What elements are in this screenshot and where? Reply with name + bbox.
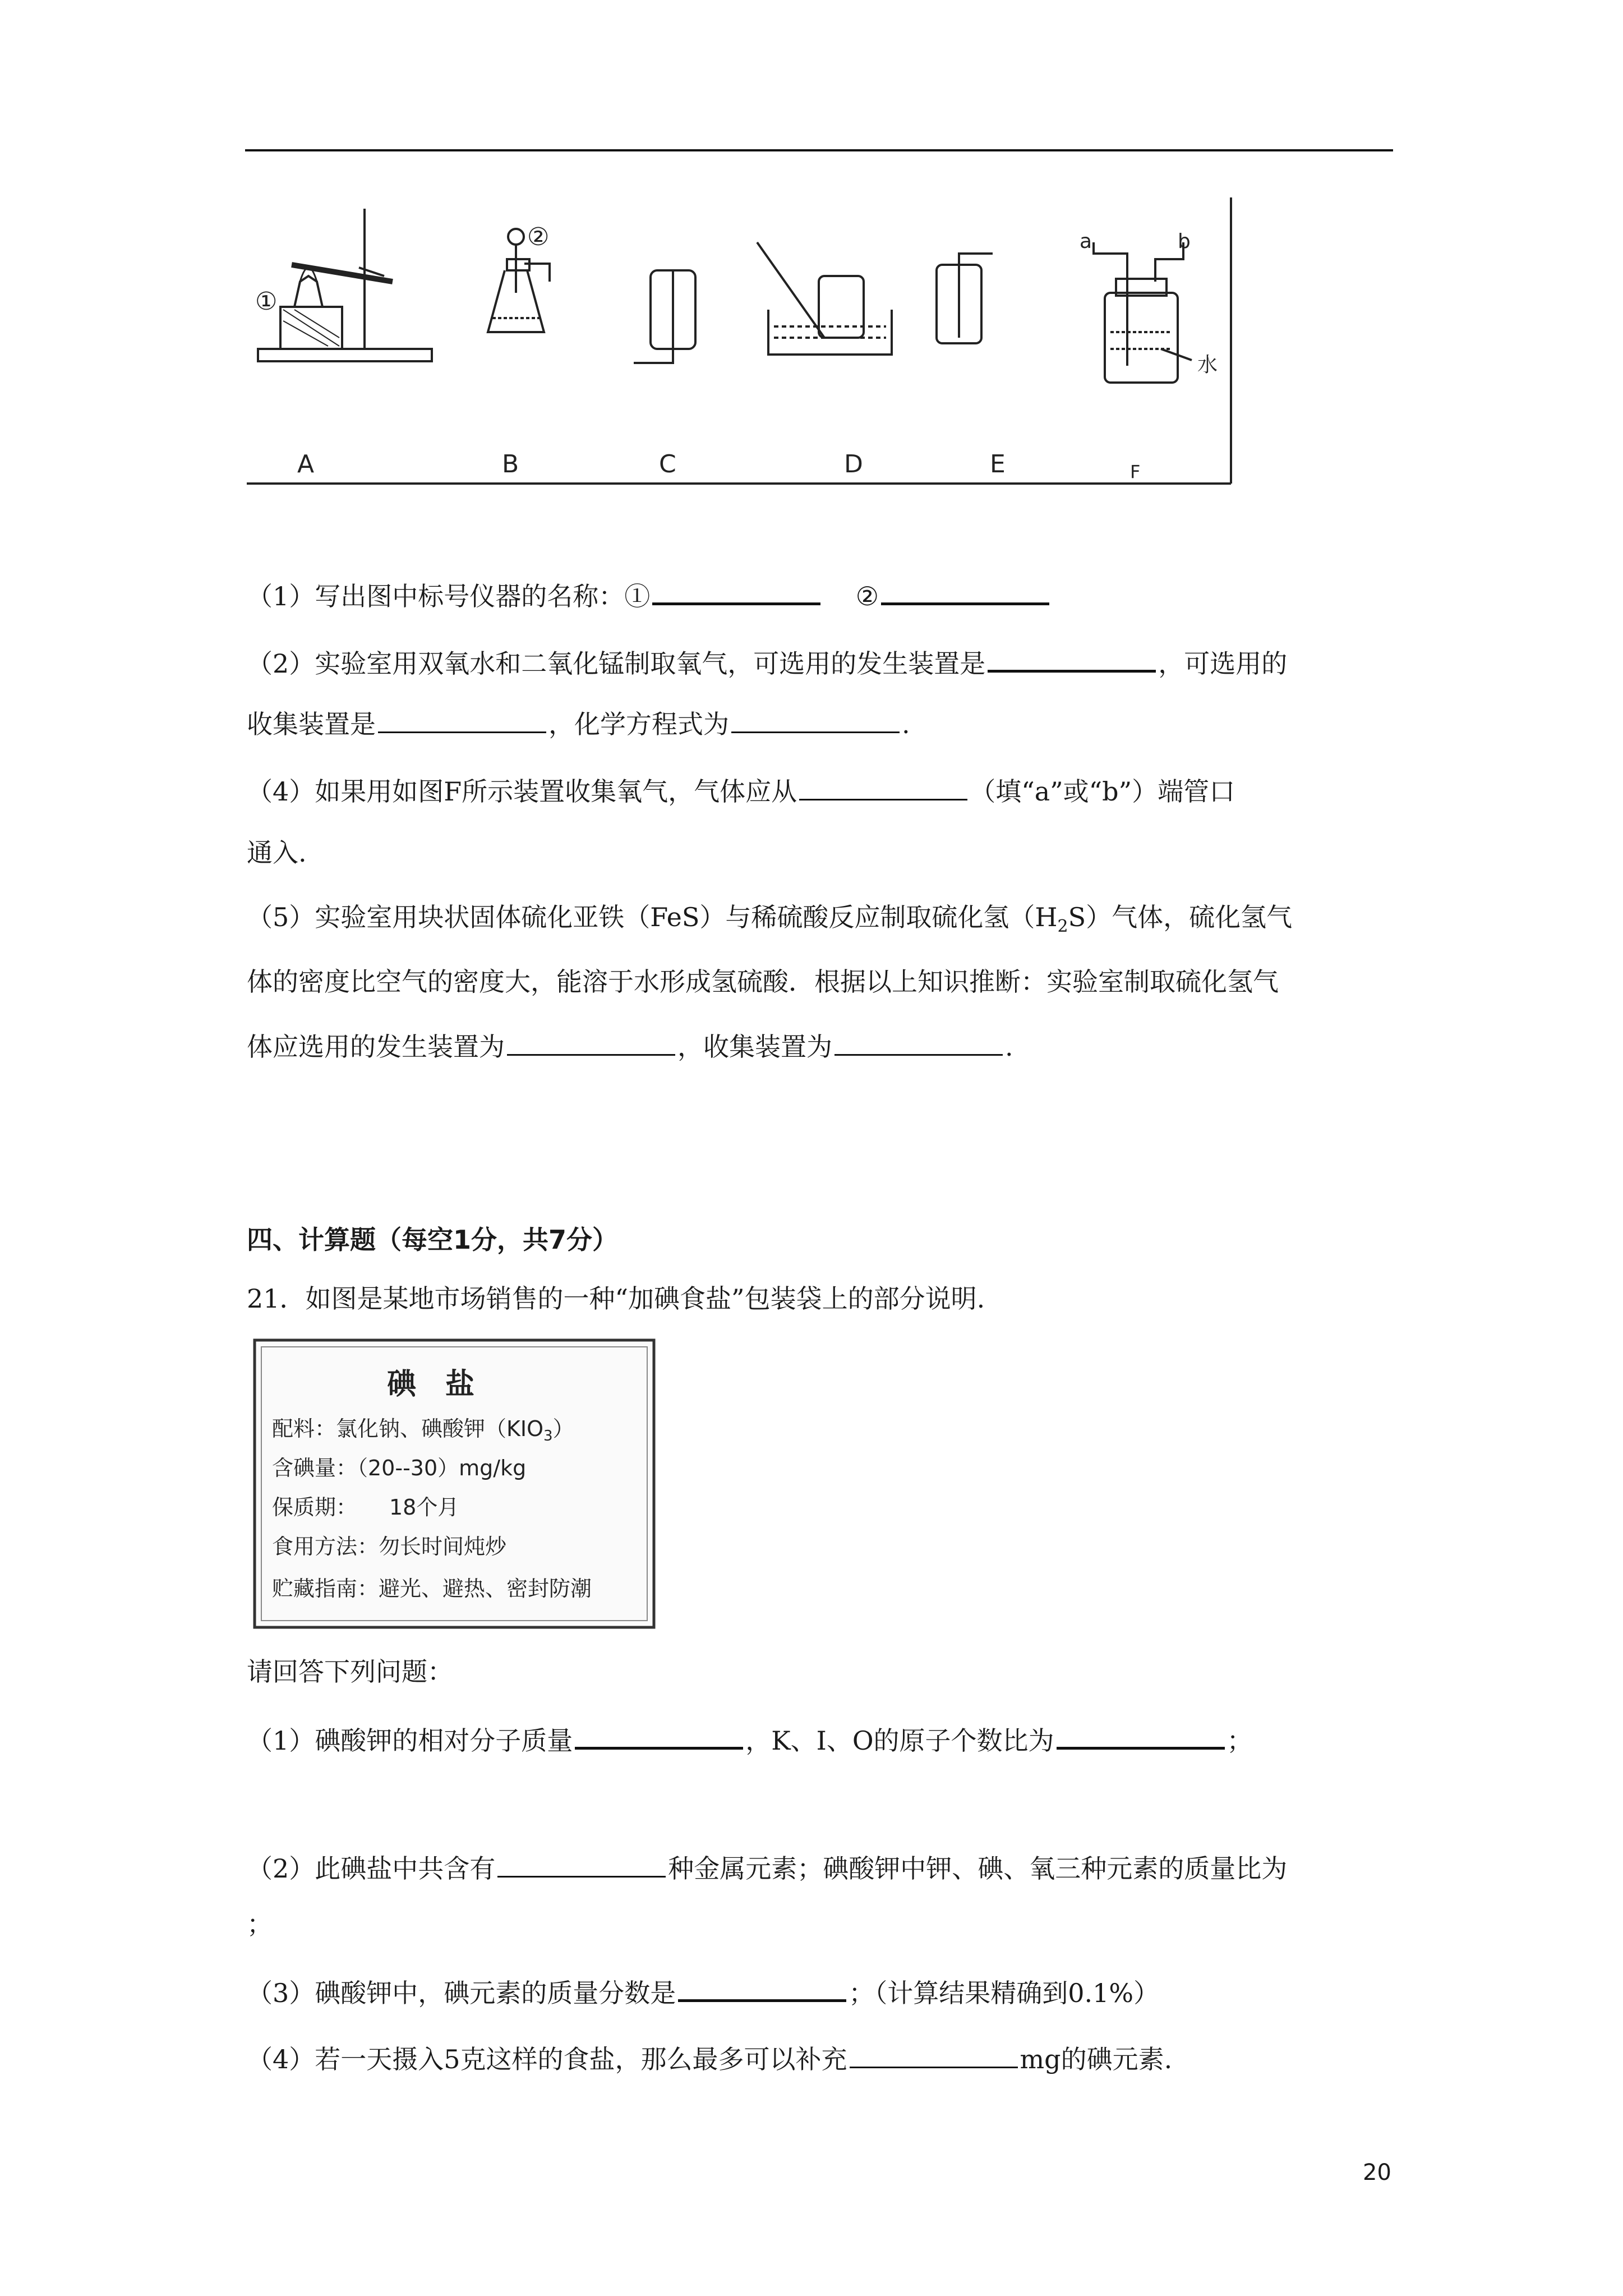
calc-2-line-1: （2）此碘盐中共含有 种金属元素；碘酸钾中钾、碘、氧三种元素的质量比为 bbox=[247, 1851, 1287, 1885]
svg-text:配料：氯化钠、碘酸钾（KIO3）: 配料：氯化钠、碘酸钾$(KIO_3)$ bbox=[272, 1416, 574, 1444]
salt-label-ingredients: 配料：氯化钠、碘酸钾（KIO bbox=[272, 1416, 544, 1441]
question-2-line-1: （2）实验室用双氧水和二氧化锰制取氧气，可选用的发生装置是 ，可选用的 bbox=[247, 645, 1287, 680]
label-B: B bbox=[502, 450, 519, 478]
salt-label-storage: 贮藏指南：避光、避热、密封防潮 bbox=[272, 1576, 592, 1601]
question-1: （1）写出图中标号仪器的名称：① ② bbox=[247, 578, 1052, 613]
port-a: a bbox=[1080, 230, 1092, 253]
calc-1: （1）碘酸钾的相对分子质量 ，K、I、O的原子个数比为 ； bbox=[247, 1722, 1253, 1757]
question-4-line-2: 通入. bbox=[247, 838, 307, 868]
question-2-line-2: 收集装置是 ，化学方程式为 . bbox=[247, 707, 910, 741]
salt-label-iodine: 含碘量：（20--30）mg/kg bbox=[272, 1456, 527, 1480]
answer-blank[interactable] bbox=[378, 707, 546, 733]
marker-2: ② bbox=[527, 223, 550, 251]
question-4-line-1: （4）如果用如图F所示装置收集氧气，气体应从 （填“a”或“b”）端管口 bbox=[247, 774, 1235, 808]
label-E: E bbox=[990, 450, 1006, 478]
section-4-title: 四、计算题（每空1分，共7分） bbox=[247, 1225, 619, 1255]
answer-blank[interactable] bbox=[881, 578, 1049, 605]
label-F: F bbox=[1130, 461, 1141, 482]
apparatus-figure bbox=[247, 197, 1234, 486]
salt-label-image bbox=[252, 1338, 656, 1630]
answer-blank[interactable] bbox=[678, 1975, 846, 2002]
salt-label-title: 碘 盐 bbox=[387, 1368, 475, 1401]
question-21: 21．如图是某地市场销售的一种“加碘食盐”包装袋上的部分说明. bbox=[247, 1283, 985, 1314]
question-5-line-3: 体应选用的发生装置为 ，收集装置为 . bbox=[247, 1029, 1013, 1064]
answer-blank[interactable] bbox=[834, 1029, 1003, 1056]
water-label: 水 bbox=[1197, 353, 1218, 376]
answer-blank[interactable] bbox=[652, 578, 820, 605]
answer-blank[interactable] bbox=[799, 774, 967, 800]
calc-2-line-2: ； bbox=[247, 1909, 273, 1939]
salt-label-usage: 食用方法：勿长时间炖炒 bbox=[272, 1534, 507, 1559]
label-C: C bbox=[659, 450, 676, 478]
label-A: A bbox=[297, 450, 315, 478]
answer-blank[interactable] bbox=[731, 707, 900, 733]
answer-blank[interactable] bbox=[850, 2042, 1018, 2068]
port-b: b bbox=[1178, 230, 1191, 253]
answer-blank[interactable] bbox=[575, 1722, 743, 1750]
answer-blank[interactable] bbox=[1057, 1722, 1225, 1750]
marker-1: ① bbox=[255, 287, 278, 316]
please-answer: 请回答下列问题： bbox=[247, 1657, 453, 1687]
calc-3: （3）碘酸钾中，碘元素的质量分数是 ；（计算结果精确到0.1%） bbox=[247, 1975, 1159, 2010]
answer-blank[interactable] bbox=[507, 1029, 675, 1056]
question-5-line-1: （5）实验室用块状固体硫化亚铁（FeS）与稀硫酸反应制取硫化氢$(H_2S)$气体，硫化氢气 bbox=[247, 902, 1293, 937]
salt-label-shelf: 保质期： 18个月 bbox=[272, 1495, 459, 1520]
question-5-line-2: 体的密度比空气的密度大，能溶于水形成氢硫酸．根据以上知识推断：实验室制取硫化氢气 bbox=[247, 967, 1279, 997]
page-number: 20 bbox=[1363, 2160, 1391, 2185]
answer-blank[interactable] bbox=[988, 645, 1156, 673]
label-D: D bbox=[844, 450, 863, 478]
header-rule bbox=[245, 149, 1393, 151]
calc-4: （4）若一天摄入5克这样的食盐，那么最多可以补充 mg的碘元素. bbox=[247, 2042, 1172, 2076]
answer-blank[interactable] bbox=[497, 1851, 666, 1878]
